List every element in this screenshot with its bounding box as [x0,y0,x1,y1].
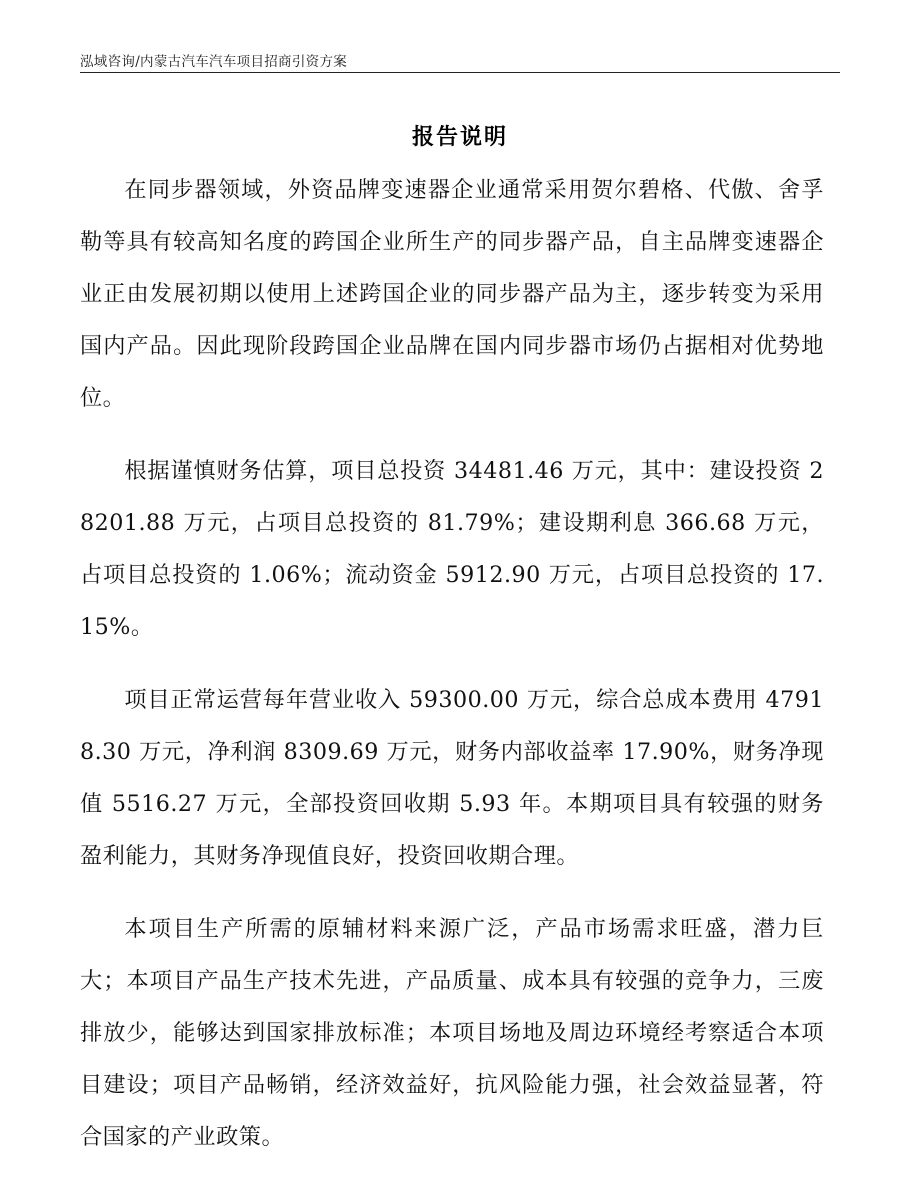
paragraph-synchronizer-market: 在同步器领域，外资品牌变速器企业通常采用贺尔碧格、代傲、舍孚勒等具有较高知名度的跨国企业所生产的同步器产品，自主品牌变速器企业正由发展初期以使用上述跨国企业的同步器产品为主，逐步转变为采用国内产品。因此现阶段跨国企业品牌在国内同步器市场仍占据相对优势地位。 [80,177,824,411]
paragraph-financial-returns: 项目正常运营每年营业收入 59300.00 万元，综合总成本费用 47918.30 万元，净利润 8309.69 万元，财务内部收益率 17.90%，财务净现值 5516.27 万元，全部投资回收期 5.93 年。本期项目具有较强的财务盈利能力，其财务净现值良好，投资回收期合理。 [80,687,824,869]
header-divider [80,72,840,73]
paragraph-project-advantages: 本项目生产所需的原辅材料来源广泛，产品市场需求旺盛，潜力巨大；本项目产品生产技术先进，产品质量、成本具有较强的竞争力，三废排放少，能够达到国家排放标准；本项目场地及周边环境经考察适合本项目建设；项目产品畅销，经济效益好，抗风险能力强，社会效益显著，符合国家的产业政策。 [80,916,824,1150]
section-title: 报告说明 [411,124,508,150]
report-body [80,164,824,1184]
paragraph-investment-estimate: 根据谨慎财务估算，项目总投资 34481.46 万元，其中：建设投资 28201.88 万元，占项目总投资的 81.79%；建设期利息 366.68 万元，占项目总投资的 1.06%；流动资金 5912.90 万元，占项目总投资的 17.15%。 [80,458,824,640]
running-header: 泓域咨询/内蒙古汽车汽车项目招商引资方案 [80,54,348,70]
